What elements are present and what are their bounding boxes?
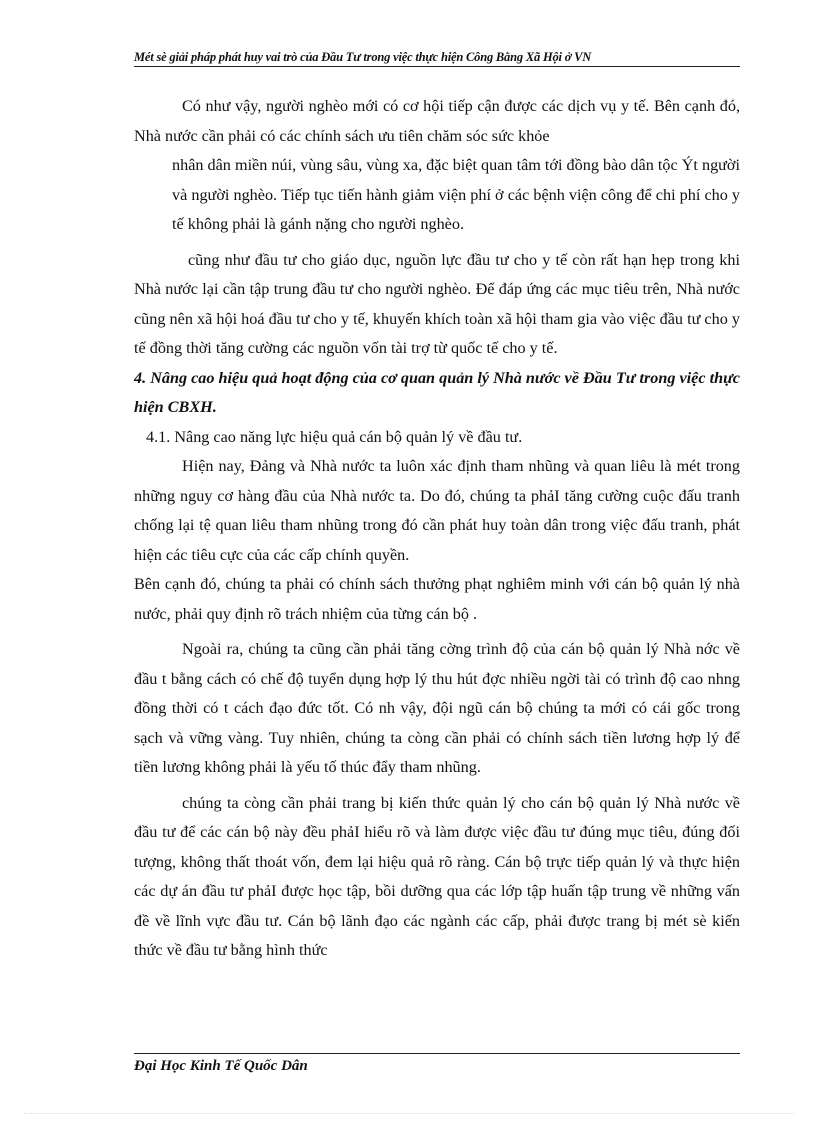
page-header: Mét sè giải pháp phát huy vai trò của Đầu Tư trong việc thực hiện Công Bằng Xã Hội ở VN xyxy=(134,50,592,64)
paragraph-7: chúng ta còng cần phải trang bị kiến thức quản lý cho cán bộ quản lý Nhà nước về đầu tư để các cán bộ này đều phảI hiểu rõ và làm được việc đầu tư đúng mục tiêu, đúng đối tượng, không thất thoát vốn, đem lại hiệu quả rõ ràng. Cán bộ trực tiếp quản lý và thực hiện các dự án đầu tư phảI được học tập, bồi dưỡng qua các lớp tập huấn tập trung về những vấn đề về lĩnh vực đầu tư. Cán bộ lãnh đạo các ngành các cấp, phải được trang bị mét sè kiến thức về đầu tư bằng hình thức xyxy=(134,793,740,959)
paragraph-4: Hiện nay, Đảng và Nhà nước ta luôn xác định tham nhũng và quan liêu là mét trong những nguy cơ hàng đầu của Nhà nước ta. Do đó, chúng ta phảI tăng cường cuộc đấu tranh chống lại tệ quan liêu tham nhũng trong đó cần phát huy toàn dân trong việc đấu tranh, phát hiện các tiêu cực của các cấp chính quyền. xyxy=(134,457,740,564)
paragraph-2: nhân dân miền núi, vùng sâu, vùng xa, đặc biệt quan tâm tới đồng bào dân tộc Ýt người và người nghèo. Tiếp tục tiến hành giảm viện phí ở các bệnh viện công để chi phí cho y tế không phải là gánh nặng cho người nghèo. xyxy=(172,156,740,233)
subsection-heading-4-1: 4.1. Nâng cao năng lực hiệu quả cán bộ quản lý về đầu tư. xyxy=(146,427,523,446)
paragraph-5: Bên cạnh đó, chúng ta phải có chính sách thưởng phạt nghiêm minh với cán bộ quản lý nhà nước, phải quy định rõ trách nhiệm của từng cán bộ . xyxy=(134,575,740,623)
header-divider xyxy=(134,66,740,67)
paragraph-3: cũng như đầu tư cho giáo dục, nguồn lực đầu tư cho y tế còn rất hạn hẹp trong khi Nhà nước lại cần tập trung đầu tư cho người nghèo. Để đáp ứng các mục tiêu trên, Nhà nước cũng nên xã hội hoá đầu tư cho y tế, khuyến khích toàn xã hội tham gia vào việc đầu tư cho y tế đồng thời tăng cường các nguồn vốn tài trợ từ quốc tế cho y tế. xyxy=(134,250,740,357)
section-heading-4: 4. Nâng cao hiệu quả hoạt động của cơ quan quản lý Nhà nước về Đầu Tư trong việc thực hiện CBXH. xyxy=(134,368,740,416)
paragraph-6: Ngoài ra, chúng ta cũng cần phải tăng cờng trình độ của cán bộ quản lý Nhà nớc về đầu t bằng cách có chế độ tuyển dụng hợp lý thu hút đợc nhiều ngời tài có trình độ cao nhng đồng thời có t cách đạo đức tốt. Có nh vậy, đội ngũ cán bộ chúng ta mới có cái gốc trong sạch và vững vàng. Tuy nhiên, chúng ta còng cần phải có chính sách tiền lương hợp lý để tiền lương không phải là yếu tố thúc đẩy tham nhũng. xyxy=(134,640,740,776)
page-footer: Đại Học Kinh Tế Quốc Dân xyxy=(134,1058,308,1074)
footer-divider xyxy=(134,1053,740,1054)
paragraph-1: Có như vậy, người nghèo mới có cơ hội tiếp cận được các dịch vụ y tế. Bên cạnh đó, Nhà nước cần phải có các chính sách ưu tiên chăm sóc sức khỏe xyxy=(134,97,740,145)
page-bottom-border xyxy=(24,1113,794,1114)
document-body xyxy=(134,92,740,966)
